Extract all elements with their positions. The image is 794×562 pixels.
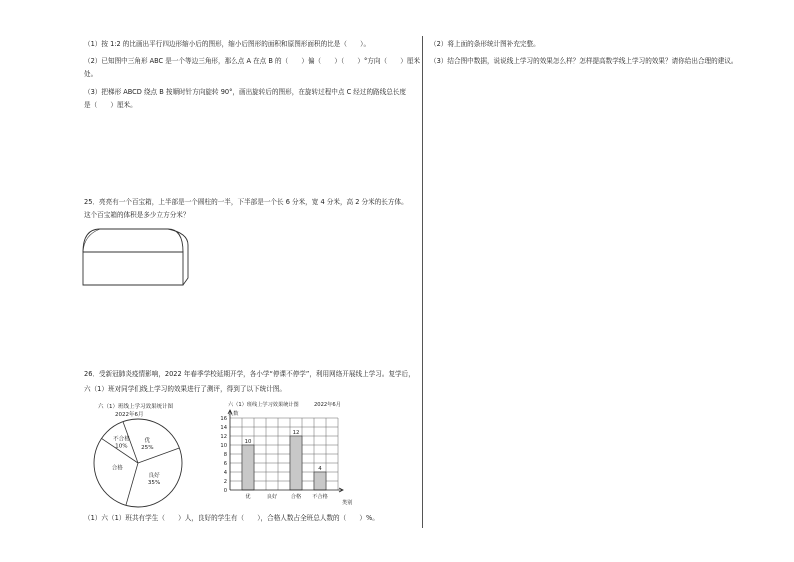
question-26-line2: 六（1）班对同学们线上学习的效果进行了测评，得到了以下统计图。	[84, 385, 287, 393]
bar-chart-date: 2022年6月	[314, 402, 341, 408]
y-tick-label: 0	[223, 488, 227, 494]
x-tick-label: 良好	[266, 494, 278, 500]
bar-value-label: 10	[244, 439, 252, 445]
bar-value-label: 4	[318, 466, 322, 472]
question-25-line2: 这个百宝箱的体积是多少立方分米？	[84, 211, 190, 219]
y-tick-label: 10	[220, 443, 227, 449]
bar-不合格	[314, 472, 326, 490]
pie-slice-name: 良好	[148, 473, 160, 479]
bar-value-label: 12	[292, 430, 300, 436]
bar-优	[242, 445, 254, 490]
pie-date: 2022年6月	[115, 412, 144, 418]
box-body	[83, 252, 183, 285]
pie-slice-label	[113, 435, 130, 450]
pie-slice-name: 不合格	[113, 436, 130, 443]
question-26-part1: （1）六（1）班共有学生（ ）人，良好的学生有（ ），合格人数占全班总人数的（ ）%。	[84, 514, 379, 522]
pie-slice-name: 优	[144, 438, 151, 445]
box-lid-side	[168, 229, 188, 285]
y-tick-label: 16	[220, 416, 227, 422]
x-tick-label: 合格	[290, 494, 302, 500]
x-tick-label: 不合格	[312, 494, 328, 500]
treasure-box-figure	[80, 225, 190, 289]
pie-slice-percent: 25%	[141, 445, 154, 452]
bar-chart-title: 六（1）班线上学习效果统计图	[228, 402, 299, 408]
y-tick-label: 12	[220, 434, 227, 440]
x-tick-label: 优	[245, 494, 251, 500]
question-24-part1: （1）按 1:2 的比画出平行四边形缩小后的图形，缩小后图形的面积和原图形面积的比是（ ）。	[84, 40, 371, 48]
pie-title: 六（1）班线上学习效果统计图	[98, 404, 174, 410]
y-tick-label: 8	[223, 452, 227, 458]
question-26-part3: （3）结合图中数据，说说线上学习的效果怎么样？怎样提高数学线上学习的效果？请你给出合理的建议。	[430, 57, 738, 65]
question-25-line1: 25．亮亮有一个百宝箱，上半部是一个圆柱的一半，下半部是一个长 6 分米，宽 4 分米，高 2 分米的长方体。	[84, 198, 408, 206]
question-24-part2-line1: （2）已知图中三角形 ABC 是一个等边三角形，那么点 A 在点 B 的（ ）偏（ ）（ ）°方向（ ）厘米	[84, 57, 421, 65]
box-lid-edge	[83, 229, 100, 252]
y-tick-label: 14	[220, 425, 227, 431]
bar-chart	[208, 398, 358, 510]
pie-slice-name: 合格	[111, 465, 123, 472]
y-tick-label: 6	[223, 461, 227, 467]
pie-slice-label	[112, 464, 124, 472]
column-divider	[422, 36, 423, 528]
bar-合格	[290, 436, 302, 490]
question-24-part2-line2: 处。	[84, 70, 98, 78]
box-lid-front	[83, 229, 168, 252]
pie-slice-label	[148, 471, 160, 486]
y-tick-label: 2	[223, 479, 227, 485]
y-axis-label: 人数	[228, 411, 239, 417]
question-26-part2: （2）将上面的条形统计图补充完整。	[430, 40, 540, 48]
question-24-part3-line1: （3）把梯形 ABCD 绕点 B 按顺时针方向旋转 90°，画出旋转后的图形，在旋转过程中点 C 经过的路线总长度	[84, 88, 407, 96]
pie-chart	[90, 418, 190, 508]
pie-slice-percent: 10%	[115, 443, 128, 450]
question-26-line1: 26．受新冠肺炎疫情影响，2022 年春季学校延期开学，各小学“停课不停学”，利用网络开展线上学习。复学后，	[84, 370, 415, 378]
y-tick-label: 4	[223, 470, 227, 476]
question-24-part3-line2: 是（ ）厘米。	[84, 101, 137, 109]
x-axis-label: 类别	[342, 500, 353, 506]
pie-slice-percent: 35%	[147, 480, 161, 486]
